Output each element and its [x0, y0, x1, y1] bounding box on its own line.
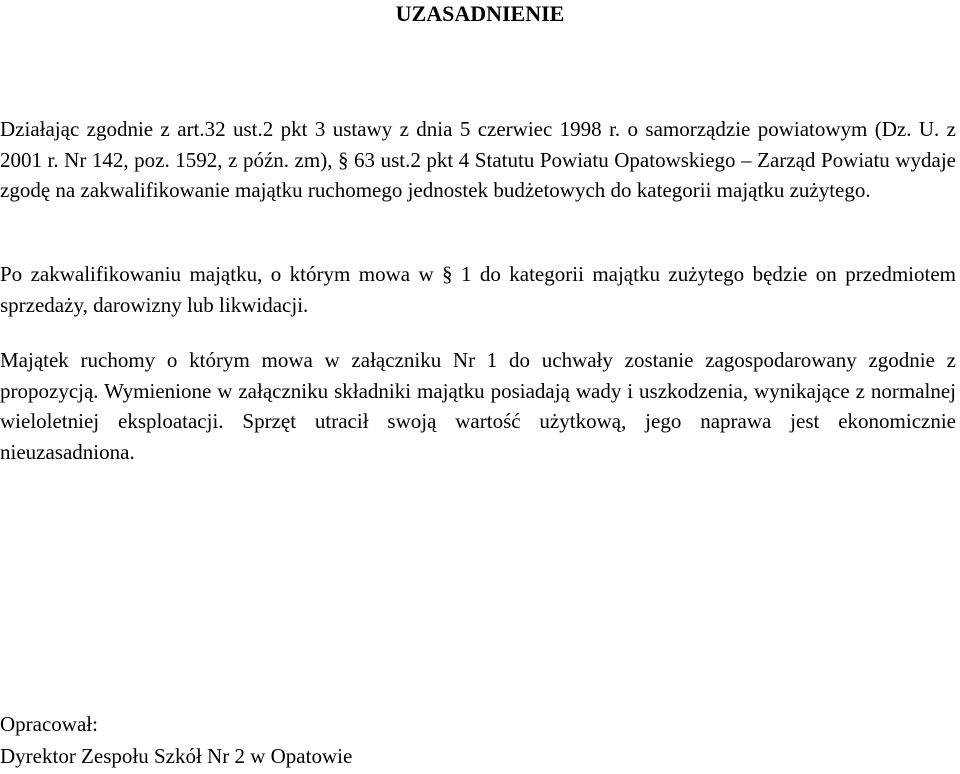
prepared-by-name: Dyrektor Zespołu Szkół Nr 2 w Opatowie — [0, 744, 353, 768]
prepared-by-label: Opracował: — [0, 712, 98, 736]
paragraph-justification: Majątek ruchomy o którym mowa w załączniku Nr 1 do uchwały zostanie zagospodarowany zgodnie z propozycją. Wymienione w załączniku składniki majątku posiadają wady i uszkodzenia, wynikające z normalnej wieloletniej eksploatacji. Sprzęt utracił swoją wartość użytkową, jego naprawa jest ekonomicznie nieuzasadniona. — [0, 348, 956, 464]
paragraph-disposal: Po zakwalifikowaniu majątku, o którym mowa w § 1 do kategorii majątku zużytego będzie on przedmiotem sprzedaży, darowizny lub likwidacji. — [0, 262, 956, 317]
paragraph-legal-basis: Działając zgodnie z art.32 ust.2 pkt 3 ustawy z dnia 5 czerwiec 1998 r. o samorządzie powiatowym (Dz. U. z 2001 r. Nr 142, poz. 1592, z późn. zm), § 63 ust.2 pkt 4 Statutu Powiatu Opatowskiego – Zarząd Powiatu wydaje zgodę na zakwalifikowanie majątku ruchomego jednostek budżetowych do kategorii majątku zużytego. — [0, 117, 956, 202]
document-title: UZASADNIENIE — [395, 1, 565, 26]
